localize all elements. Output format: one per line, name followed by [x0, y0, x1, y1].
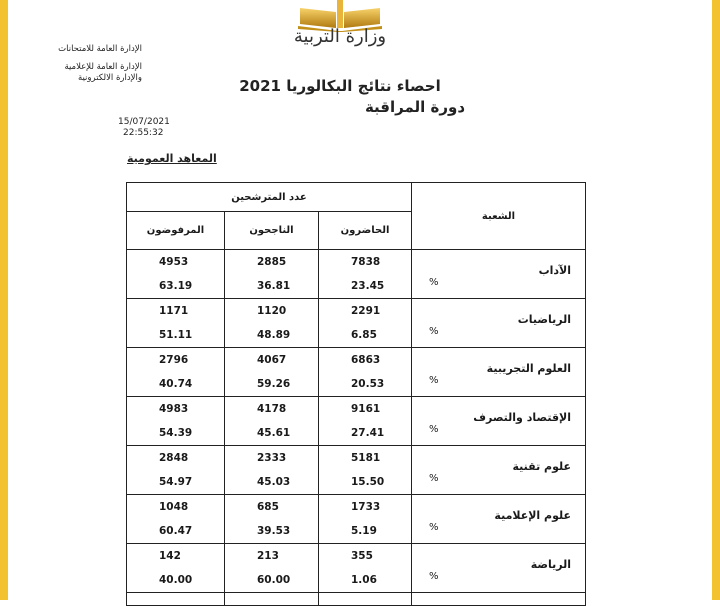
passed-percent: 60.00 — [257, 574, 291, 586]
passed-percent: 45.61 — [257, 427, 291, 439]
rejected-count: 4983 — [159, 403, 189, 415]
passed-cell — [225, 299, 319, 348]
present-count: 1733 — [351, 501, 381, 513]
passed-percent: 45.03 — [257, 476, 291, 488]
rejected-cell — [127, 348, 225, 397]
present-percent: 1.06 — [351, 574, 377, 586]
passed-count: 4178 — [257, 403, 287, 415]
admin-line: الإدارة العامة للإعلامية — [64, 62, 142, 72]
present-percent: 5.19 — [351, 525, 377, 537]
branch-name: الرياضيات — [517, 313, 571, 326]
passed-percent: 59.26 — [257, 378, 291, 390]
title-text: احصاء نتائج البكالوريا — [286, 77, 441, 95]
candidates-group-header: عدد المترشحين — [127, 183, 412, 212]
rejected-count: 1171 — [159, 305, 189, 317]
rejected-count: 4953 — [159, 256, 189, 268]
present-cell — [319, 397, 412, 446]
present-cell — [319, 446, 412, 495]
rejected-header: المرفوضون — [127, 212, 225, 250]
passed-cell — [225, 544, 319, 593]
rejected-percent: 54.39 — [159, 427, 193, 439]
rejected-percent: 51.11 — [159, 329, 193, 341]
passed-cell — [225, 348, 319, 397]
results-table — [126, 182, 586, 606]
present-header: الحاضرون — [319, 212, 412, 250]
present-percent: 20.53 — [351, 378, 385, 390]
percent-sign: % — [429, 571, 439, 582]
branch-name: الرياضة — [530, 558, 571, 571]
passed-count: 1120 — [257, 305, 287, 317]
branch-cell — [412, 495, 586, 544]
issuing-administration — [0, 44, 142, 84]
percent-sign: % — [429, 424, 439, 435]
present-percent: 15.50 — [351, 476, 385, 488]
passed-count: 685 — [257, 501, 279, 513]
document-title — [190, 77, 490, 95]
rejected-count: 142 — [159, 550, 181, 562]
rejected-cell — [127, 446, 225, 495]
branch-name: علوم تقنية — [512, 460, 571, 473]
left-frame-border — [0, 0, 8, 600]
present-cell — [319, 348, 412, 397]
rejected-cell — [127, 250, 225, 299]
document-subtitle: دورة المراقبة — [364, 98, 466, 116]
present-count: 9161 — [351, 403, 381, 415]
percent-sign: % — [429, 326, 439, 337]
present-count: 2291 — [351, 305, 381, 317]
section-title: المعاهد العمومية — [127, 152, 217, 165]
ministry-name: وزارة التربية — [293, 26, 387, 47]
passed-percent: 39.53 — [257, 525, 291, 537]
rejected-cell — [127, 397, 225, 446]
branch-name: الآداب — [538, 264, 571, 277]
branch-name: علوم الإعلامية — [494, 509, 571, 522]
rejected-count: 1048 — [159, 501, 189, 513]
passed-cell — [225, 397, 319, 446]
present-count: 355 — [351, 550, 373, 562]
rejected-cell — [127, 299, 225, 348]
table-row — [127, 544, 586, 593]
table-row-partial — [127, 593, 586, 606]
present-percent: 6.85 — [351, 329, 377, 341]
table-row — [127, 348, 586, 397]
present-cell — [319, 250, 412, 299]
present-cell — [319, 299, 412, 348]
report-date: 15/07/2021 — [118, 117, 170, 127]
table-row — [127, 250, 586, 299]
percent-sign: % — [429, 522, 439, 533]
table-row — [127, 495, 586, 544]
branch-name: العلوم التجريبية — [486, 362, 571, 375]
passed-count: 4067 — [257, 354, 287, 366]
rejected-percent: 54.97 — [159, 476, 193, 488]
branch-header: الشعبة — [412, 183, 586, 250]
rejected-percent: 60.47 — [159, 525, 193, 537]
percent-sign: % — [429, 277, 439, 288]
present-count: 5181 — [351, 452, 381, 464]
present-percent: 23.45 — [351, 280, 385, 292]
table-row — [127, 446, 586, 495]
passed-percent: 36.81 — [257, 280, 291, 292]
passed-cell — [225, 446, 319, 495]
rejected-cell — [127, 544, 225, 593]
right-frame-border — [712, 0, 720, 600]
present-count: 6863 — [351, 354, 381, 366]
table-row — [127, 299, 586, 348]
branch-name: الإقتصاد والتصرف — [473, 411, 571, 424]
present-cell — [319, 495, 412, 544]
branch-cell — [412, 446, 586, 495]
passed-count: 213 — [257, 550, 279, 562]
admin-line: الإدارة العامة للامتحانات — [58, 44, 142, 54]
table-row — [127, 397, 586, 446]
branch-cell — [412, 544, 586, 593]
percent-sign: % — [429, 473, 439, 484]
admin-line: والإدارة الالكترونية — [77, 73, 142, 83]
passed-count: 2885 — [257, 256, 287, 268]
branch-cell — [412, 299, 586, 348]
branch-cell — [412, 397, 586, 446]
rejected-count: 2796 — [159, 354, 189, 366]
present-percent: 27.41 — [351, 427, 385, 439]
rejected-percent: 63.19 — [159, 280, 193, 292]
rejected-cell — [127, 495, 225, 544]
passed-cell — [225, 250, 319, 299]
passed-cell — [225, 495, 319, 544]
rejected-count: 2848 — [159, 452, 189, 464]
rejected-percent: 40.00 — [159, 574, 193, 586]
present-cell — [319, 544, 412, 593]
title-year: 2021 — [239, 77, 281, 95]
percent-sign: % — [429, 375, 439, 386]
passed-percent: 48.89 — [257, 329, 291, 341]
present-count: 7838 — [351, 256, 381, 268]
rejected-percent: 40.74 — [159, 378, 193, 390]
report-time: 22:55:32 — [123, 128, 164, 138]
branch-cell — [412, 250, 586, 299]
passed-count: 2333 — [257, 452, 287, 464]
branch-cell — [412, 348, 586, 397]
passed-header: الناجحون — [225, 212, 319, 250]
